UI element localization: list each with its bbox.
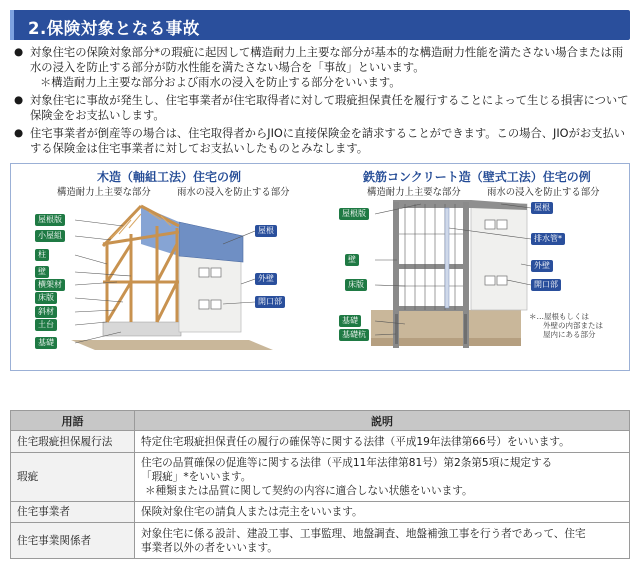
- description-cell: [135, 431, 630, 453]
- term-cell: 住宅事業者: [11, 502, 135, 523]
- bullet-item: [10, 45, 630, 91]
- rc-label-wall: 壁: [345, 254, 359, 266]
- bullet-note: ＊構造耐力上主要な部分および雨水の浸入を防止する部分をいいます。: [40, 76, 401, 90]
- wood-label-floor: 床版: [35, 292, 57, 304]
- rc-legend-rain: 雨水の浸入を防止する部分: [487, 187, 600, 198]
- table-row: [11, 453, 630, 502]
- bullet-dot-icon: ●: [14, 127, 24, 139]
- wood-window: [211, 268, 221, 277]
- header-description: 説明: [135, 411, 630, 431]
- rc-label-drain-pipe: 排水管*: [531, 233, 565, 245]
- wood-diagram-title: 木造（軸組工法）住宅の例: [97, 170, 242, 184]
- description-cell: [135, 453, 630, 502]
- wood-label-roof: 屋根: [255, 225, 277, 237]
- rc-label-pile: 基礎杭: [339, 329, 369, 341]
- rc-footnote-line: ＊…屋根もしくは: [529, 312, 589, 321]
- rc-window: [485, 220, 495, 229]
- wood-legend-structural: 構造耐力上主要な部分: [57, 187, 151, 198]
- table-row: [11, 523, 630, 559]
- description-cell: [135, 523, 630, 559]
- term-cell: 住宅事業関係者: [11, 523, 135, 559]
- rc-footnote: [529, 312, 603, 339]
- rc-label-floor: 床版: [345, 279, 367, 291]
- wood-window: [199, 300, 209, 309]
- wood-label-roof-truss: 小屋組: [35, 230, 65, 242]
- wood-label-wall: 壁: [35, 266, 49, 278]
- header-term: 用語: [11, 411, 135, 431]
- wood-ground: [71, 340, 273, 350]
- table-row: [11, 431, 630, 453]
- rc-legend-structural: 構造耐力上主要な部分: [367, 187, 461, 198]
- wood-label-opening: 開口部: [255, 296, 285, 308]
- rc-window: [497, 220, 507, 229]
- description-line: 対象住宅に係る設計、建設工事、工事監理、地盤調査、地盤補強工事を行う者であって、住宅: [141, 527, 586, 540]
- wood-label-foundation: 基礎: [35, 337, 57, 349]
- wood-label-column: 柱: [35, 249, 49, 261]
- table-row: [11, 502, 630, 523]
- header-accent: [10, 10, 14, 40]
- terms-table: [10, 410, 630, 559]
- rc-label-roof-slab: 屋根版: [339, 208, 369, 220]
- description-line: 事業者以外の者をいいます。: [141, 541, 278, 554]
- wood-label-roof-slab: 屋根版: [35, 214, 65, 226]
- wood-exterior-wall: [179, 256, 241, 332]
- description-note: ＊種類または品質に関して契約の内容に適合しない状態をいいます。: [145, 485, 473, 497]
- rc-rebar: [399, 204, 463, 310]
- description-line: 「瑕疵」*をいいます。: [141, 471, 252, 483]
- wood-window: [211, 300, 221, 309]
- section-header: [10, 10, 630, 40]
- wood-legend-rain: 雨水の浸入を防止する部分: [177, 187, 290, 198]
- wood-label-beam: 横架材: [35, 279, 65, 291]
- rc-label-exterior-wall: 外壁: [531, 260, 553, 272]
- bullet-text: 対象住宅の保険対象部分*の瑕疵に起因して構造耐力上主要な部分が基本的な構造耐力性能を満たさない場合または雨水の浸入を防止する部分が防水性能を満たさない場合を「事故」といいます。: [30, 46, 624, 75]
- rc-label-roof: 屋根: [531, 202, 553, 214]
- rc-drain-pipe: [445, 208, 449, 308]
- description-line: 住宅の品質確保の促進等に関する法律（平成11年法律第81号）第2条第5項に規定する: [141, 457, 553, 469]
- bullet-text: 住宅事業者が倒産等の場合は、住宅取得者からJIOに直接保険金を請求することができます。この場合、JIOがお支払いする保険金は住宅事業者に対してお支払いしたものとみなします。: [30, 127, 626, 156]
- diagram-panel: [10, 163, 630, 371]
- wood-foundation: [103, 322, 181, 336]
- wood-window: [199, 268, 209, 277]
- rc-label-opening: 開口部: [531, 279, 561, 291]
- bullet-dot-icon: ●: [14, 94, 24, 106]
- rc-window: [485, 276, 495, 285]
- wood-label-sill: 土台: [35, 319, 57, 331]
- rc-diagram-title: 鉄筋コンクリート造（壁式工法）住宅の例: [363, 170, 591, 184]
- description-cell: [135, 502, 630, 523]
- rc-window: [497, 276, 507, 285]
- wood-roof: [179, 222, 243, 262]
- term-cell: 住宅瑕疵担保履行法: [11, 431, 135, 453]
- term-cell: 瑕疵: [11, 453, 135, 502]
- wood-label-exterior-wall: 外壁: [255, 273, 277, 285]
- rc-footnote-line: 屋内にある部分: [543, 330, 596, 339]
- rc-footnote-line: 外壁の内部または: [543, 321, 603, 330]
- table-header-row: [11, 411, 630, 431]
- bullet-item: [10, 93, 630, 123]
- wood-label-brace: 斜材: [35, 306, 57, 318]
- section-number: 2.: [28, 19, 47, 38]
- description-line: 特定住宅瑕疵担保責任の履行の確保等に関する法律（平成19年法律第66号）をいいます。: [141, 435, 570, 448]
- section-title: [28, 15, 200, 39]
- bullet-item: [10, 126, 630, 156]
- description-line: 保険対象住宅の請負人または売主をいいます。: [141, 506, 363, 518]
- bullet-text: 対象住宅に事故が発生し、住宅事業者が住宅取得者に対して瑕疵担保責任を履行することによって生じる損害について保険金をお支払いします。: [30, 94, 629, 123]
- section-title-text: 保険対象となる事故: [46, 19, 200, 38]
- bullet-dot-icon: ●: [14, 46, 24, 58]
- rc-label-foundation: 基礎: [339, 315, 361, 327]
- wood-house-illustration: [11, 164, 321, 370]
